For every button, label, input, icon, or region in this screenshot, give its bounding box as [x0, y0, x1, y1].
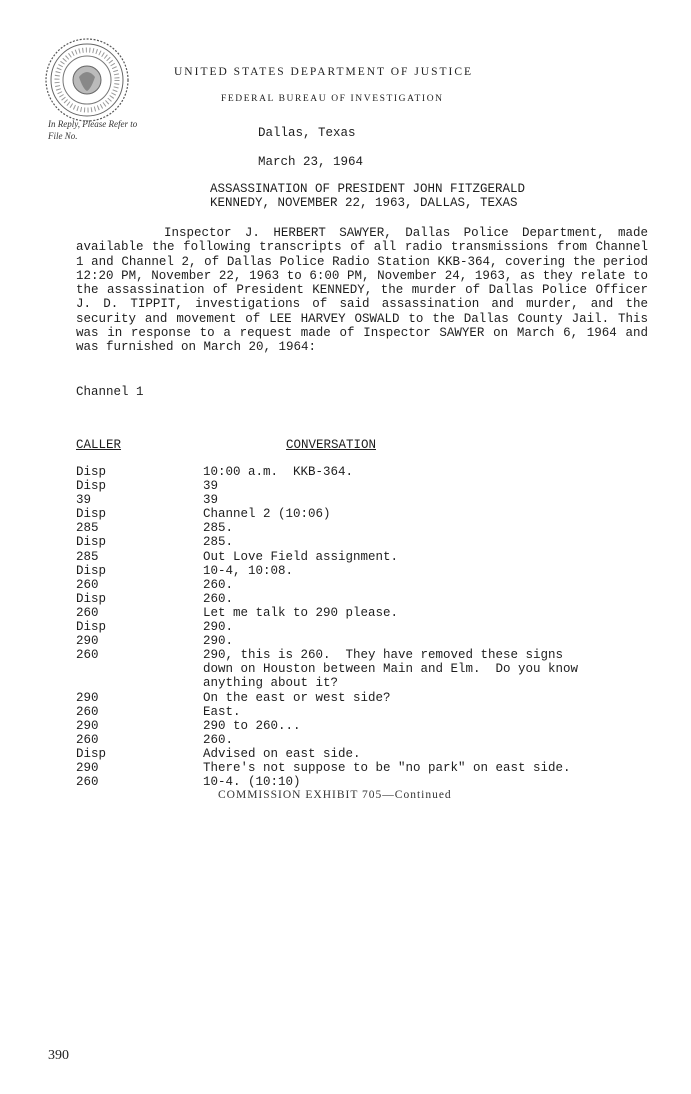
department-heading: UNITED STATES DEPARTMENT OF JUSTICE: [174, 66, 474, 78]
caller-cell: Disp: [76, 591, 107, 606]
table-row: [76, 705, 648, 719]
conversation-cell: 290, this is 260. They have removed these signs down on Houston between Main and Elm. Do you know anything about it?: [203, 648, 579, 691]
table-row: [76, 620, 648, 634]
caller-column-header: CALLER: [76, 438, 122, 452]
table-row: [76, 747, 648, 761]
table-row: [76, 606, 648, 620]
conversation-cell: 290 to 260...: [203, 718, 301, 733]
table-row: [76, 719, 648, 733]
caller-cell: Disp: [76, 620, 107, 635]
caller-cell: 285: [76, 549, 99, 564]
table-row: [76, 479, 648, 493]
table-row: [76, 634, 648, 648]
conversation-cell: 10:00 a.m. KKB-364.: [203, 465, 354, 479]
table-row: [76, 535, 648, 549]
subject-line-1: ASSASSINATION OF PRESIDENT JOHN FITZGERALD: [210, 182, 526, 196]
caller-cell: 260: [76, 704, 99, 719]
conversation-cell: 39: [203, 493, 219, 508]
caller-cell: 260: [76, 577, 99, 592]
table-row: [76, 564, 648, 578]
caller-cell: 260: [76, 648, 99, 663]
conversation-cell: 285.: [203, 535, 234, 550]
conversation-cell: 285.: [203, 521, 234, 536]
conversation-cell: Out Love Field assignment.: [203, 549, 399, 564]
caller-cell: 290: [76, 760, 99, 775]
caller-cell: Disp: [76, 563, 107, 578]
caller-cell: 260: [76, 732, 99, 747]
page-number: 390: [48, 1048, 69, 1063]
table-row: [76, 493, 648, 507]
table-row: [76, 648, 648, 690]
table-row: [76, 761, 648, 775]
date: March 23, 1964: [258, 155, 364, 169]
table-row: [76, 465, 648, 479]
conversation-cell: 10-4. (10:10): [203, 775, 301, 790]
caller-cell: 290: [76, 718, 99, 733]
transcript-table: [76, 438, 648, 789]
conversation-cell: 39: [203, 479, 219, 494]
transcript-rows: [76, 465, 648, 789]
conversation-column-header: CONVERSATION: [286, 438, 377, 452]
channel-label: Channel 1: [76, 385, 144, 399]
reply-line-2: File No.: [48, 131, 78, 141]
table-row: [76, 733, 648, 747]
subject-line-2: KENNEDY, NOVEMBER 22, 1963, DALLAS, TEXAS: [210, 196, 518, 210]
conversation-cell: 290.: [203, 634, 234, 649]
bureau-heading: FEDERAL BUREAU OF INVESTIGATION: [221, 94, 444, 104]
caller-cell: 260: [76, 775, 99, 790]
table-row: [76, 521, 648, 535]
reply-line-1: In Reply, Please Refer to: [48, 119, 138, 129]
table-header: [76, 438, 648, 452]
caller-cell: Disp: [76, 479, 107, 494]
conversation-cell: There's not suppose to be "no park" on east side.: [203, 760, 571, 775]
conversation-cell: Advised on east side.: [203, 746, 361, 761]
conversation-cell: 290.: [203, 620, 234, 635]
caller-cell: Disp: [76, 535, 107, 550]
table-row: [76, 507, 648, 521]
conversation-cell: On the east or west side?: [203, 690, 391, 705]
body-paragraph: Inspector J. HERBERT SAWYER, Dallas Police Department, made available the following transcripts of all radio transmissions from Channel 1 and Channel 2, of Dallas Police Radio Station KKB-364, covering the period 12:20 PM, November 22, 1963 to 6:00 PM, November 24, 1963, as they relate to the assassination of President KENNEDY, the murder of Dallas Police Officer J. D. TIPPIT, investigations of said assassination and murder, and the security and movement of LEE HARVEY OSWALD to the Dallas County Jail. This was in response to a request made of Inspector SAWYER on March 6, 1964 and was furnished on March 20, 1964:: [76, 226, 648, 355]
table-row: [76, 578, 648, 592]
table-row: [76, 691, 648, 705]
caller-cell: 285: [76, 521, 99, 536]
table-row: [76, 550, 648, 564]
conversation-cell: 10-4, 10:08.: [203, 563, 294, 578]
conversation-cell: 260.: [203, 577, 234, 592]
caller-cell: Disp: [76, 746, 107, 761]
conversation-cell: 260.: [203, 591, 234, 606]
caller-cell: 290: [76, 634, 99, 649]
caller-cell: 290: [76, 690, 99, 705]
conversation-cell: 260.: [203, 732, 234, 747]
conversation-cell: East.: [203, 704, 241, 719]
caller-cell: Disp: [76, 465, 107, 479]
conversation-cell: Channel 2 (10:06): [203, 507, 331, 522]
fbi-seal-icon: [44, 37, 130, 123]
table-row: [76, 592, 648, 606]
caller-cell: 260: [76, 605, 99, 620]
caller-cell: Disp: [76, 507, 107, 522]
caller-cell: 39: [76, 493, 92, 508]
place: Dallas, Texas: [258, 126, 356, 140]
exhibit-caption: COMMISSION EXHIBIT 705—Continued: [218, 789, 452, 801]
conversation-cell: Let me talk to 290 please.: [203, 605, 399, 620]
table-row: [76, 775, 648, 789]
